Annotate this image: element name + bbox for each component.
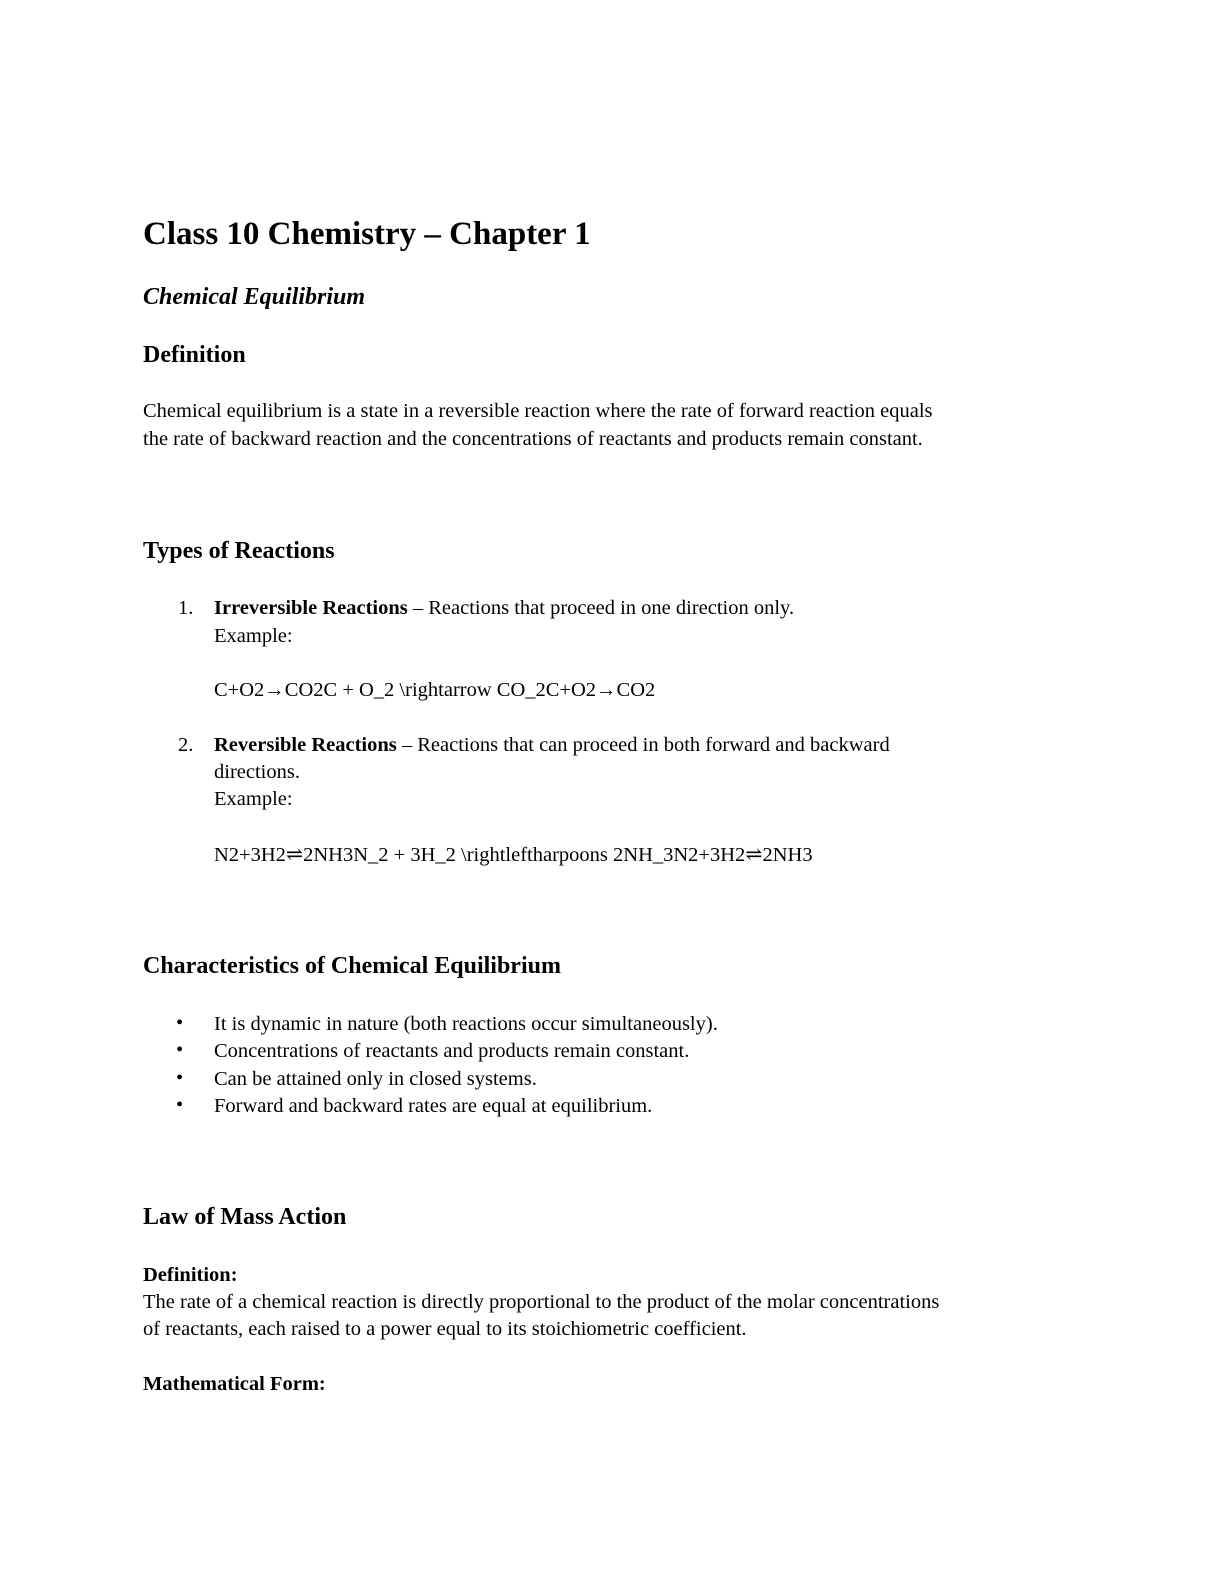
irreversible-desc: – Reactions that proceed in one direction only. bbox=[407, 597, 795, 619]
law-definition-line-2: of reactants, each raised to a power equal to its stoichiometric coefficient. bbox=[143, 1318, 747, 1340]
characteristic-item-2: Concentrations of reactants and products remain constant. bbox=[214, 1040, 690, 1062]
irreversible-equation: C+O2→CO2C + O_2 \rightarrow CO_2C+O2→CO2 bbox=[214, 679, 656, 701]
definition-line-1: Chemical equilibrium is a state in a reversible reaction where the rate of forward reaction equals bbox=[143, 400, 933, 422]
definition-heading: Definition bbox=[143, 342, 246, 368]
types-heading: Types of Reactions bbox=[143, 538, 335, 564]
reversible-equation: N2+3H2⇌2NH3N_2 + 3H_2 \rightleftharpoons 2NH_3N2+3H2⇌2NH3 bbox=[214, 844, 813, 866]
irreversible-example-label: Example: bbox=[214, 625, 293, 647]
definition-line-2: the rate of backward reaction and the concentrations of reactants and products remain constant. bbox=[143, 428, 923, 450]
list-item-reversible bbox=[214, 731, 890, 759]
list-item-irreversible bbox=[214, 594, 794, 622]
math-form-label: Mathematical Form: bbox=[143, 1373, 326, 1395]
law-definition-line-1: The rate of a chemical reaction is directly proportional to the product of the molar concentrations bbox=[143, 1291, 940, 1313]
page-subtitle: Chemical Equilibrium bbox=[143, 284, 366, 310]
characteristic-item-4: Forward and backward rates are equal at equilibrium. bbox=[214, 1095, 653, 1117]
irreversible-term: Irreversible Reactions bbox=[214, 597, 408, 619]
bullet-icon: • bbox=[176, 1012, 184, 1034]
reversible-example-label: Example: bbox=[214, 788, 293, 810]
list-number-1: 1. bbox=[178, 597, 194, 619]
reversible-term: Reversible Reactions bbox=[214, 734, 397, 756]
bullet-icon: • bbox=[176, 1067, 184, 1089]
law-heading: Law of Mass Action bbox=[143, 1204, 347, 1230]
bullet-icon: • bbox=[176, 1039, 184, 1061]
reversible-desc-continued: directions. bbox=[214, 761, 300, 783]
characteristics-heading: Characteristics of Chemical Equilibrium bbox=[143, 953, 561, 979]
reversible-desc: – Reactions that can proceed in both forward and backward bbox=[396, 734, 890, 756]
bullet-icon: • bbox=[176, 1094, 184, 1116]
characteristic-item-3: Can be attained only in closed systems. bbox=[214, 1068, 537, 1090]
page-title: Class 10 Chemistry – Chapter 1 bbox=[143, 216, 591, 252]
characteristic-item-1: It is dynamic in nature (both reactions occur simultaneously). bbox=[214, 1013, 718, 1035]
list-number-2: 2. bbox=[178, 734, 194, 756]
law-definition-label: Definition: bbox=[143, 1264, 238, 1286]
